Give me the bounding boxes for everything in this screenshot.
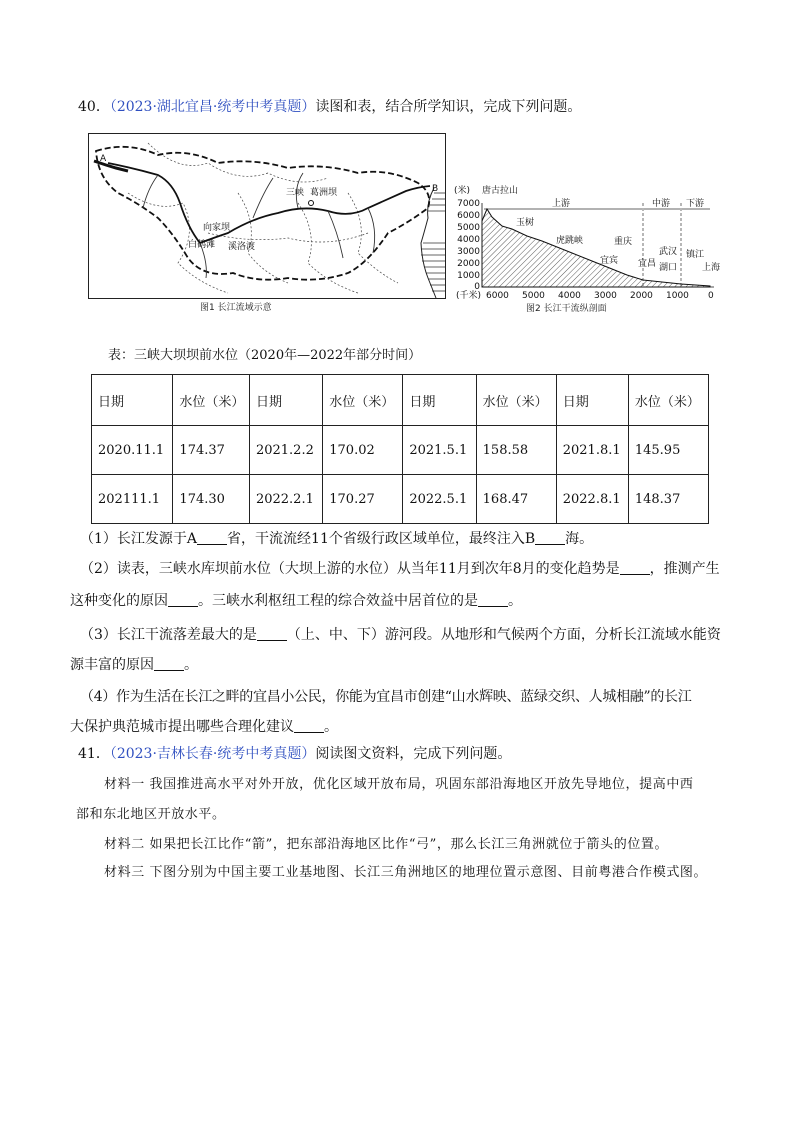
material-1-line2: 部和东北地区开放水平。 xyxy=(76,807,226,822)
q2-text-c: 这种变化的原因 xyxy=(70,593,168,609)
table-cell: 148.37 xyxy=(628,475,708,524)
map-label-gezhouba: 葛洲坝 xyxy=(310,188,338,198)
material-1-line1: 材料一 我国推进高水平对外开放，优化区域开放布局，巩固东部沿海地区开放先导地位，提高中西 xyxy=(104,777,694,792)
q3-text-b: （上、中、下）游河段。从地形和气候两个方面，分析长江流域水能资 xyxy=(286,627,721,643)
place-zhenjiang: 镇江 xyxy=(686,250,705,260)
answer-blank[interactable] xyxy=(535,530,565,545)
table-cell: 170.02 xyxy=(323,426,403,475)
y-tick-4000: 4000 xyxy=(457,235,480,245)
answer-blank[interactable] xyxy=(478,592,508,607)
q3-text-c: 源丰富的原因 xyxy=(70,657,154,673)
q40-prompt: 读图和表，结合所学知识，完成下列问题。 xyxy=(315,99,582,115)
question-3-line1 xyxy=(80,624,721,646)
q2-text-a: （2）读表，三峡水库坝前水位（大坝上游的水位）从当年11月到次年8月的变化趋势是 xyxy=(80,561,620,577)
table-cell: 174.30 xyxy=(173,475,250,524)
table-cell: 145.95 xyxy=(628,426,708,475)
answer-blank[interactable] xyxy=(294,718,324,733)
answer-blank[interactable] xyxy=(620,560,650,575)
header-date: 日期 xyxy=(556,375,628,426)
x-tick-3000: 3000 xyxy=(594,291,617,301)
map-label-baihetan: 白鹤滩 xyxy=(188,240,216,250)
map-label-sanxia: 三峡 xyxy=(286,188,305,198)
table-cell: 174.37 xyxy=(173,426,250,475)
segment-lower: 下游 xyxy=(686,199,705,209)
table-cell: 2021.5.1 xyxy=(403,426,476,475)
q3-text-a: （3）长江干流落差最大的是 xyxy=(80,627,257,643)
place-chongqing: 重庆 xyxy=(614,237,633,247)
y-tick-3000: 3000 xyxy=(457,247,480,257)
x-tick-5000: 5000 xyxy=(522,291,545,301)
q2-text-d: 。三峡水利枢纽工程的综合效益中居首位的是 xyxy=(198,593,478,609)
y-unit: (米) xyxy=(454,186,471,196)
question-2-line1 xyxy=(80,558,720,580)
water-level-table xyxy=(91,374,709,524)
place-yushu: 玉树 xyxy=(516,218,535,228)
y-tick-1000: 1000 xyxy=(457,271,480,281)
y-tick-0: 0 xyxy=(474,282,480,292)
x-tick-4000: 4000 xyxy=(558,291,581,301)
x-tick-1000: 1000 xyxy=(666,291,689,301)
header-level: 水位（米） xyxy=(173,375,250,426)
x-unit: (千米) xyxy=(456,291,482,301)
header-level: 水位（米） xyxy=(628,375,708,426)
header-level: 水位（米） xyxy=(476,375,556,426)
segment-upper: 上游 xyxy=(552,199,571,209)
place-hutiaoxia: 虎跳峡 xyxy=(556,236,584,246)
q1-text-b: 省，干流流经11个省级行政区域单位，最终注入B xyxy=(227,531,536,547)
q40-heading xyxy=(78,96,760,118)
x-tick-0: 0 xyxy=(708,291,714,301)
table-row xyxy=(92,426,709,475)
answer-blank[interactable] xyxy=(257,626,287,641)
q1-text-c: 海。 xyxy=(565,531,594,547)
question-4-line2 xyxy=(70,716,338,738)
table-row xyxy=(92,475,709,524)
material-2: 材料二 如果把长江比作“箭”，把东部沿海地区比作“弓”，那么长江三角洲就位于箭头的位置。 xyxy=(104,837,669,852)
figure1-caption: 图1 长江流域示意 xyxy=(200,303,272,313)
header-level: 水位（米） xyxy=(323,375,403,426)
x-tick-2000: 2000 xyxy=(630,291,653,301)
figure2-caption: 图2 长江干流纵剖面 xyxy=(526,304,607,314)
q1-text-a: （1）长江发源于A xyxy=(80,531,198,547)
map-label-b: B xyxy=(432,184,439,194)
table-header-row xyxy=(92,375,709,426)
q3-text-d: 。 xyxy=(184,657,198,673)
answer-blank[interactable] xyxy=(168,592,198,607)
table-cell: 2021.8.1 xyxy=(556,426,628,475)
table-cell: 168.47 xyxy=(476,475,556,524)
peak-label: 唐古拉山 xyxy=(482,186,519,196)
table-cell: 2021.2.2 xyxy=(249,426,322,475)
question-3-line2 xyxy=(70,654,198,676)
place-yibin: 宜宾 xyxy=(600,256,619,266)
map-label-xiluodu: 溪洛渡 xyxy=(228,242,256,252)
q4-text-b: 大保护典范城市提出哪些合理化建议 xyxy=(70,719,294,735)
table-cell: 202111.1 xyxy=(92,475,173,524)
q41-number: 41． xyxy=(78,746,110,762)
q41-prompt: 阅读图文资料，完成下列问题。 xyxy=(315,746,512,762)
q2-text-b: ，推测产生 xyxy=(649,561,720,577)
table-title: 表：三峡大坝坝前水位（2020年—2022年部分时间） xyxy=(108,348,422,363)
q40-source: （2023·湖北宜昌·统考中考真题） xyxy=(109,99,316,115)
question-4-line1: （4）作为生活在长江之畔的宜昌小公民，你能为宜昌市创建“山水辉映、蓝绿交织、人城相融”的长江 xyxy=(80,689,692,705)
material-3: 材料三 下图分别为中国主要工业基地图、长江三角洲地区的地理位置示意图、目前粤港合作模式图。 xyxy=(104,865,708,880)
table-cell: 2022.8.1 xyxy=(556,475,628,524)
q41-source: （2023·吉林长春·统考中考真题） xyxy=(109,746,316,762)
map-label-a: A xyxy=(100,154,107,164)
table-cell: 2020.11.1 xyxy=(92,426,173,475)
header-date: 日期 xyxy=(403,375,476,426)
figure1-map xyxy=(88,133,446,313)
figure2-profile xyxy=(452,181,721,321)
y-tick-2000: 2000 xyxy=(457,259,480,269)
map-label-xiangjiaba: 向家坝 xyxy=(203,223,231,233)
answer-blank[interactable] xyxy=(197,530,227,545)
table-cell: 2022.5.1 xyxy=(403,475,476,524)
question-1 xyxy=(80,528,593,550)
header-date: 日期 xyxy=(249,375,322,426)
q41-heading xyxy=(78,743,760,765)
basin-map-graphic xyxy=(88,133,446,299)
profile-chart xyxy=(452,181,721,301)
place-wuhan: 武汉 xyxy=(659,247,678,257)
x-tick-6000: 6000 xyxy=(486,291,509,301)
header-date: 日期 xyxy=(92,375,173,426)
q4-text-c: 。 xyxy=(324,719,338,735)
table-cell: 158.58 xyxy=(476,426,556,475)
place-yichang: 宜昌 xyxy=(638,259,657,269)
y-tick-5000: 5000 xyxy=(457,223,480,233)
table-cell: 170.27 xyxy=(323,475,403,524)
table-cell: 2022.2.1 xyxy=(249,475,322,524)
segment-middle: 中游 xyxy=(652,199,671,209)
answer-blank[interactable] xyxy=(154,656,184,671)
y-tick-7000: 7000 xyxy=(457,199,480,209)
place-shanghai: 上海 xyxy=(702,263,721,273)
q40-number: 40． xyxy=(78,99,110,115)
q2-text-e: 。 xyxy=(508,593,522,609)
y-tick-6000: 6000 xyxy=(457,211,480,221)
place-hukou: 湖口 xyxy=(659,263,678,273)
question-2-line2 xyxy=(70,590,522,612)
